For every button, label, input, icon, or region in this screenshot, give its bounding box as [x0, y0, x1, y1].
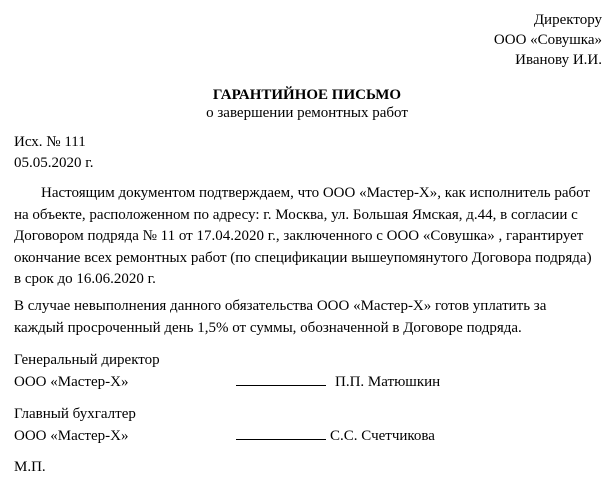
paragraph-line: на объекте, расположенном по адресу: г. Москва, ул. Большая Ямская, д.44, в согласии с — [14, 206, 578, 223]
addressee-position: Директору — [533, 12, 602, 28]
director-name: П.П. Матюшкин — [335, 374, 441, 390]
addressee-company: ООО «Совушка» — [493, 32, 602, 48]
addressee-name: Иванову И.И. — [515, 52, 602, 68]
paragraph-line: в срок до 16.06.2020 г. — [14, 271, 156, 287]
director-title: Генеральный директор — [14, 352, 160, 368]
guarantee-paragraph — [14, 183, 604, 291]
paragraph-line: окончание всех ремонтных работ (по спецификации вышеупомянутого Договора подряда) — [14, 249, 592, 266]
signature-underline — [236, 427, 326, 440]
paragraph-line: Договором подряда № 11 от 17.04.2020 г., заключенного с ООО «Совушка» , гарантирует — [14, 228, 584, 244]
accountant-name: С.С. Счетчикова — [330, 428, 435, 444]
document-subtitle: о завершении ремонтных работ — [206, 105, 408, 121]
outgoing-number: Исх. № 111 — [14, 134, 86, 150]
addressee-block — [494, 10, 602, 70]
document-title: ГАРАНТИЙНОЕ ПИСЬМО — [212, 87, 402, 103]
paragraph-line: В случае невыполнения данного обязательства ООО «Мастер-Х» готов уплатить за — [14, 298, 547, 314]
director-org: ООО «Мастер-Х» — [14, 374, 129, 390]
outgoing-date: 05.05.2020 г. — [14, 155, 94, 171]
stamp-place-label: М.П. — [14, 459, 46, 475]
accountant-signature-line — [236, 427, 326, 445]
accountant-title: Главный бухгалтер — [14, 406, 136, 422]
paragraph-line: Настоящим документом подтверждаем, что ООО «Мастер-Х», как исполнитель работ — [41, 185, 591, 201]
accountant-org: ООО «Мастер-Х» — [14, 428, 129, 444]
signature-underline — [236, 373, 326, 386]
penalty-paragraph — [14, 296, 604, 339]
director-signature-line — [236, 373, 326, 391]
paragraph-line: каждый просроченный день 1,5% от суммы, обозначенной в Договоре подряда. — [14, 319, 522, 336]
